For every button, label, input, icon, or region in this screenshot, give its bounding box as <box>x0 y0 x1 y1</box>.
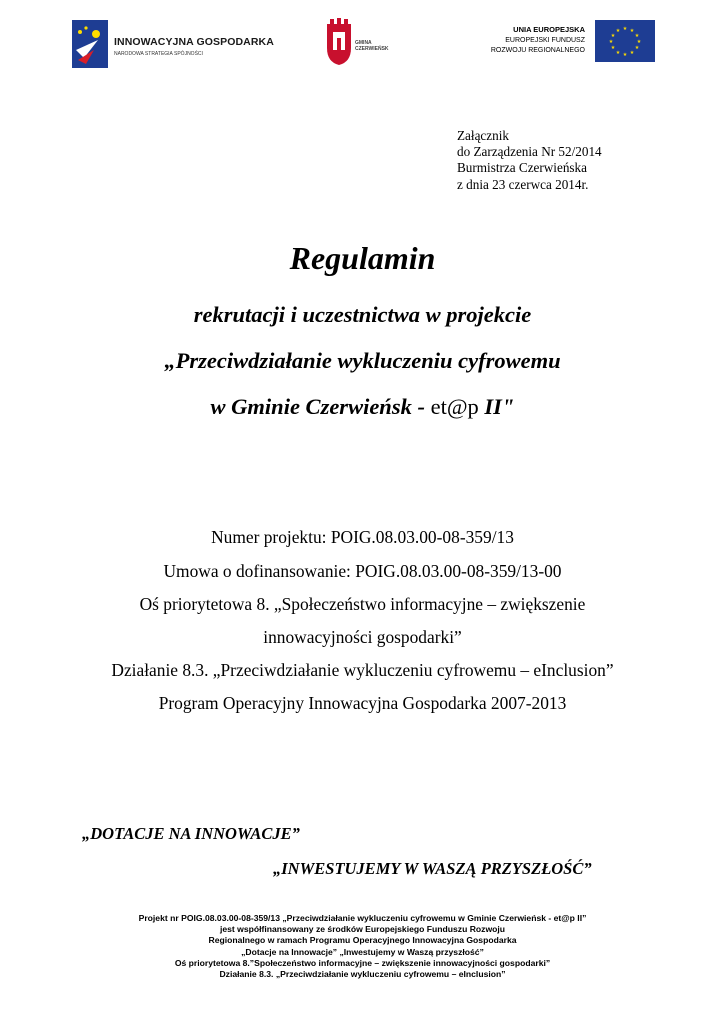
svg-text:★: ★ <box>610 33 616 39</box>
annex-line: Burmistrza Czerwieńska <box>457 160 588 176</box>
subtitle-line3-plain: et@p <box>430 394 479 419</box>
operational-programme: Program Operacyjny Innowacyjna Gospodarka 2007-2013 <box>158 693 567 713</box>
annex-note <box>457 128 602 193</box>
svg-text:★: ★ <box>629 50 635 56</box>
annex-line: z dnia 23 czerwca 2014r. <box>457 176 589 192</box>
svg-text:★: ★ <box>629 28 635 34</box>
gmina-logo-line2: CZERWIEŃSK <box>355 46 389 52</box>
project-number: Numer projektu: POIG.08.03.00-08-359/13 <box>211 527 514 547</box>
gmina-czerwiensk-logo <box>325 18 405 70</box>
annex-line: do Zarządzenia Nr 52/2014 <box>457 144 602 160</box>
subtitle-line3-end: II" <box>484 394 515 419</box>
annex-line: Załącznik <box>457 128 509 143</box>
footer-line: Projekt nr POIG.08.03.00-08-359/13 „Przeciwdziałanie wykluczeniu cyfrowemu w Gminie Czerwieńsk - et@p II” <box>138 913 587 923</box>
footer-line: Regionalnego w ramach Programu Operacyjnego Innowacyjna Gospodarka <box>208 935 517 946</box>
svg-text:★: ★ <box>634 45 640 51</box>
eu-logo-line3: ROZWOJU REGIONALNEGO <box>490 47 585 54</box>
svg-text:★: ★ <box>608 39 614 45</box>
gmina-logo-line1: GMINA <box>355 40 372 46</box>
priority-axis-line1: Oś priorytetowa 8. „Społeczeństwo informacyjne – zwiększenie <box>139 594 586 614</box>
subtitle-line1: rekrutacji i uczestnictwa w projekcie <box>193 302 532 327</box>
svg-text:★: ★ <box>622 26 628 32</box>
slogan-dotacje: „DOTACJE NA INNOWACJE” <box>82 824 300 843</box>
european-union-logo <box>470 20 655 68</box>
svg-text:★: ★ <box>636 39 642 45</box>
eu-flag-icon <box>595 20 655 62</box>
page-footer <box>0 913 725 980</box>
subtitle-line3 <box>0 394 725 420</box>
footer-line: „Dotacje na Innowacje” „Inwestujemy w Waszą przyszłość” <box>241 946 484 957</box>
subtitle-line3-bold: w Gminie Czerwieńsk - <box>210 394 425 419</box>
document-title: Regulamin <box>289 240 436 276</box>
funding-agreement: Umowa o dofinansowanie: POIG.08.03.00-08-359/13-00 <box>163 561 562 581</box>
eu-logo-line2: EUROPEJSKI FUNDUSZ <box>505 37 585 44</box>
svg-text:★: ★ <box>615 50 621 56</box>
gmina-coat-of-arms-icon <box>325 18 353 66</box>
ig-logo-name: INNOWACYJNA GOSPODARKA <box>114 36 274 48</box>
innowacyjna-gospodarka-logo <box>72 20 272 68</box>
footer-line: Oś priorytetowa 8.”Społeczeństwo informacyjne – zwiększenie innowacyjności gospodarki” <box>174 957 551 968</box>
subtitle-line2: „Przeciwdziałanie wykluczeniu cyfrowemu <box>164 348 561 373</box>
measure: Działanie 8.3. „Przeciwdziałanie wykluczeniu cyfrowemu – eInclusion” <box>111 660 614 680</box>
slogan-inwestujemy: „INWESTUJEMY W WASZĄ PRZYSZŁOŚĆ” <box>273 859 592 878</box>
ig-logo-subtitle: NARODOWA STRATEGIA SPÓJNOŚCI <box>114 51 203 57</box>
priority-axis-line2: innowacyjności gospodarki” <box>263 627 462 647</box>
footer-line: jest współfinansowany ze środków Europejskiego Funduszu Rozwoju <box>219 924 506 935</box>
page-header <box>0 14 725 72</box>
footer-line: Działanie 8.3. „Przeciwdziałanie wykluczeniu cyfrowemu – eInclusion” <box>219 969 506 980</box>
eu-logo-line1: UNIA EUROPEJSKA <box>513 25 585 34</box>
svg-text:★: ★ <box>634 33 640 39</box>
svg-text:★: ★ <box>615 28 621 34</box>
svg-text:★: ★ <box>610 45 616 51</box>
innowacyjna-gospodarka-emblem-icon <box>72 20 110 68</box>
svg-text:★: ★ <box>622 52 628 58</box>
